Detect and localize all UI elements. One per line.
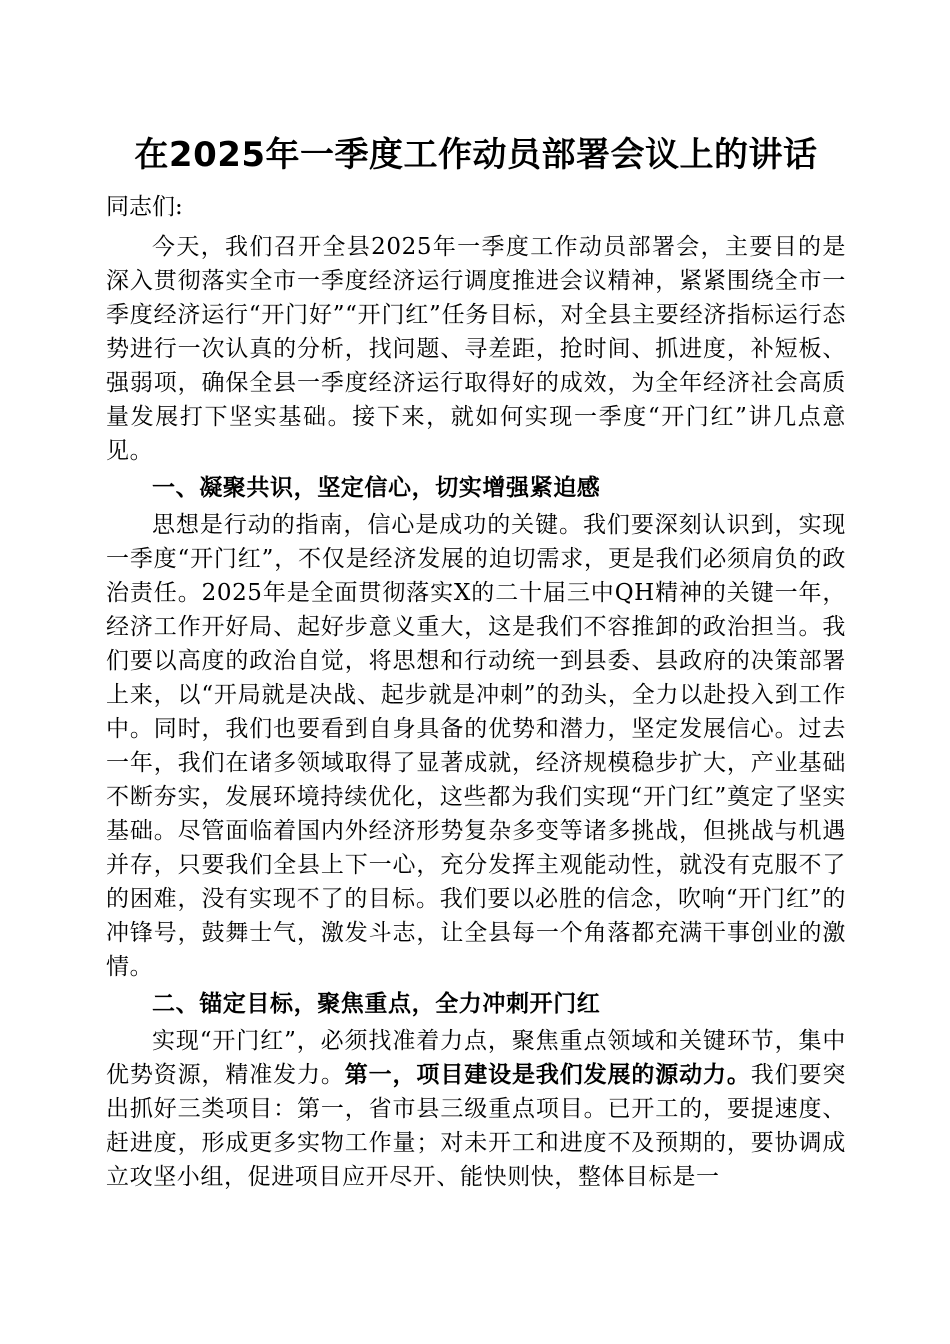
section-1-heading: 一、凝聚共识，坚定信心，切实增强紧迫感 (152, 474, 601, 501)
section-2-text-rest: 我们要突出抓好三类项目：第一，省市县三级重点项目。已开工的，要提速度、赶进度，形成更多实物工作量；对未开工和进度不及预期的，要协调成立攻坚小组，促进项目应开尽开、能快则快，整体目标是一 (106, 1062, 847, 1190)
section-1-paragraph: 思想是行动的指南，信心是成功的关键。我们要深刻认识到，实现一季度“开门红”，不仅是经济发展的迫切需求，更是我们必须肩负的政治责任。2025年是全面贯彻落实X的二十届三中QH精神的关键一年，经济工作开好局、起好步意义重大，这是我们不容推卸的政治担当。我们要以高度的政治自觉，将思想和行动统一到县委、县政府的决策部署上来，以“开局就是决战、起步就是冲刺”的劲头，全力以赴投入到工作中。同时，我们也要看到自身具备的优势和潜力，坚定发展信心。过去一年，我们在诸多领域取得了显著成就，经济规模稳步扩大，产业基础不断夯实，发展环境持续优化，这些都为我们实现“开门红”奠定了坚实基础。尽管面临着国内外经济形势复杂多变等诸多挑战，但挑战与机遇并存，只要我们全县上下一心，充分发挥主观能动性，就没有克服不了的困难，没有实现不了的目标。我们要以必胜的信念，吹响“开门红”的冲锋号，鼓舞士气，激发斗志，让全县每一个角落都充满干事创业的激情。 (106, 512, 846, 980)
salutation: 同志们: (106, 194, 183, 220)
document-title: 在2025年一季度工作动员部署会议上的讲话 (134, 135, 818, 175)
section-2-bold-statement: 第一，项目建设是我们发展的源动力。 (344, 1061, 751, 1088)
document-page (106, 125, 846, 1194)
section-2-paragraph (106, 1024, 846, 1194)
intro-paragraph: 今天，我们召开全县2025年一季度工作动员部署会，主要目的是深入贯彻落实全市一季度经济运行调度推进会议精神，紧紧围绕全市一季度经济运行“开门好”“开门红”任务目标，对全县主要经济指标运行态势进行一次认真的分析，找问题、寻差距，抢时间、抓进度，补短板、强弱项，确保全县一季度经济运行取得好的成效，为全年经济社会高质量发展打下坚实基础。接下来，就如何实现一季度“开门红”讲几点意见。 (106, 234, 846, 464)
section-2-text-start: 实现“开门红”，必须找准着力点，聚焦重点领域和关键环节，集中优势资源，精准发力。 (106, 1028, 846, 1088)
section-2-heading: 二、锚定目标，聚焦重点，全力冲刺开门红 (152, 990, 601, 1017)
